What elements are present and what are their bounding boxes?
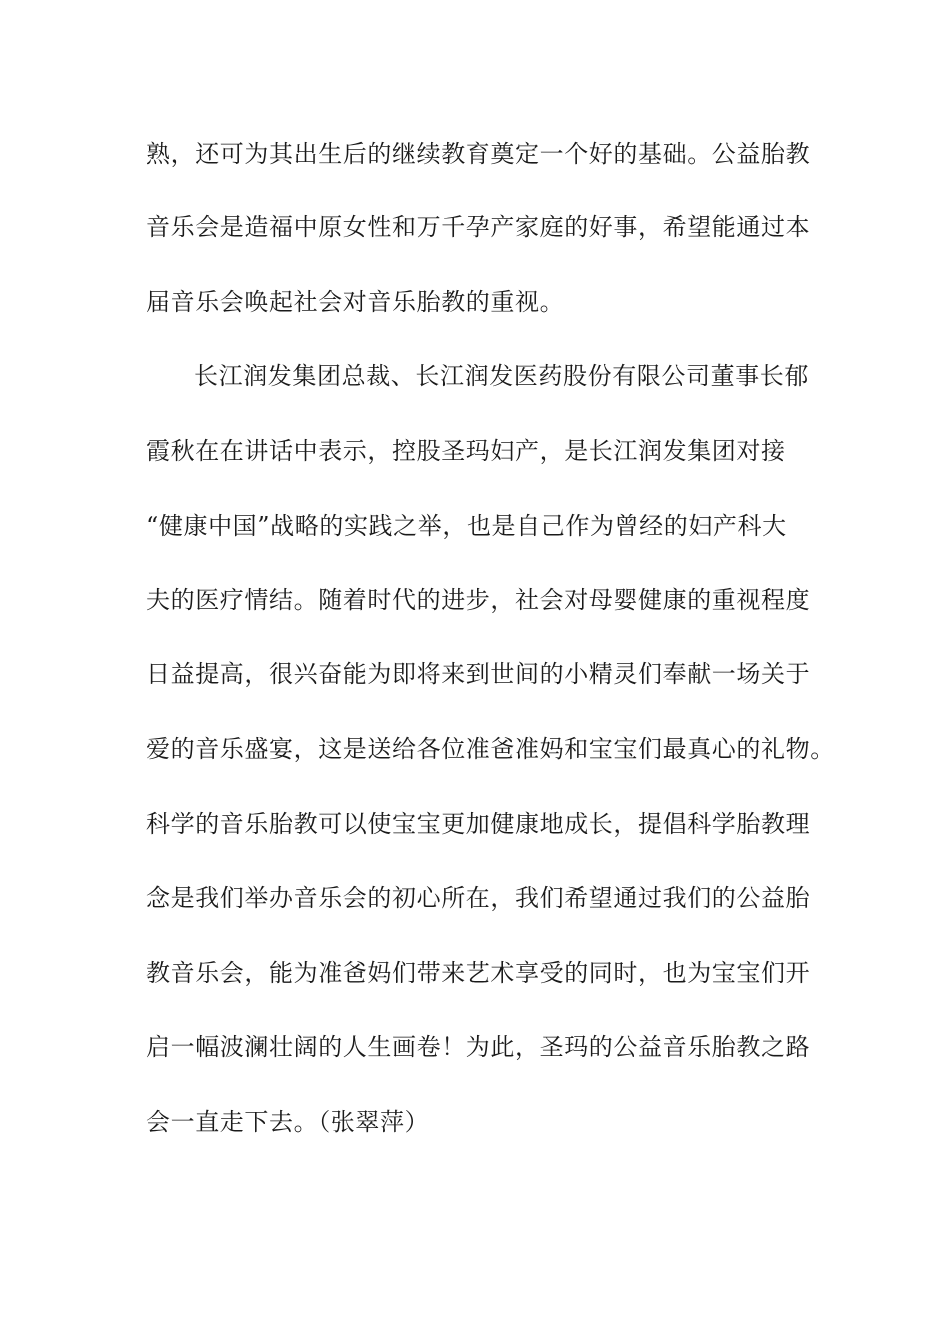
text-line-13: 启一幅波澜壮阔的人生画卷！为此，圣玛的公益音乐胎教之路 — [146, 1033, 811, 1061]
text-line-1: 熟，还可为其出生后的继续教育奠定一个好的基础。公益胎教 — [146, 140, 811, 168]
text-line-7: 夫的医疗情结。随着时代的进步，社会对母婴健康的重视程度 — [146, 586, 811, 614]
text-line-14: 会一直走下去。（张翠萍） — [146, 1108, 430, 1136]
text-line-6: “健康中国”战略的实践之举，也是自己作为曾经的妇产科大 — [146, 512, 787, 540]
text-line-8: 日益提高，很兴奋能为即将来到世间的小精灵们奉献一场关于 — [146, 660, 811, 688]
text-line-10: 科学的音乐胎教可以使宝宝更加健康地成长，提倡科学胎教理 — [146, 810, 811, 838]
text-line-2: 音乐会是造福中原女性和万千孕产家庭的好事，希望能通过本 — [146, 213, 811, 241]
text-line-5: 霞秋在在讲话中表示，控股圣玛妇产，是长江润发集团对接 — [146, 437, 786, 465]
text-line-3: 届音乐会唤起社会对音乐胎教的重视。 — [146, 288, 565, 316]
text-line-11: 念是我们举办音乐会的初心所在，我们希望通过我们的公益胎 — [146, 884, 811, 912]
text-line-9: 爱的音乐盛宴，这是送给各位准爸准妈和宝宝们最真心的礼物。 — [146, 735, 835, 763]
text-line-12: 教音乐会，能为准爸妈们带来艺术享受的同时，也为宝宝们开 — [146, 959, 811, 987]
text-line-4: 长江润发集团总裁、长江润发医药股份有限公司董事长郁 — [194, 362, 809, 390]
